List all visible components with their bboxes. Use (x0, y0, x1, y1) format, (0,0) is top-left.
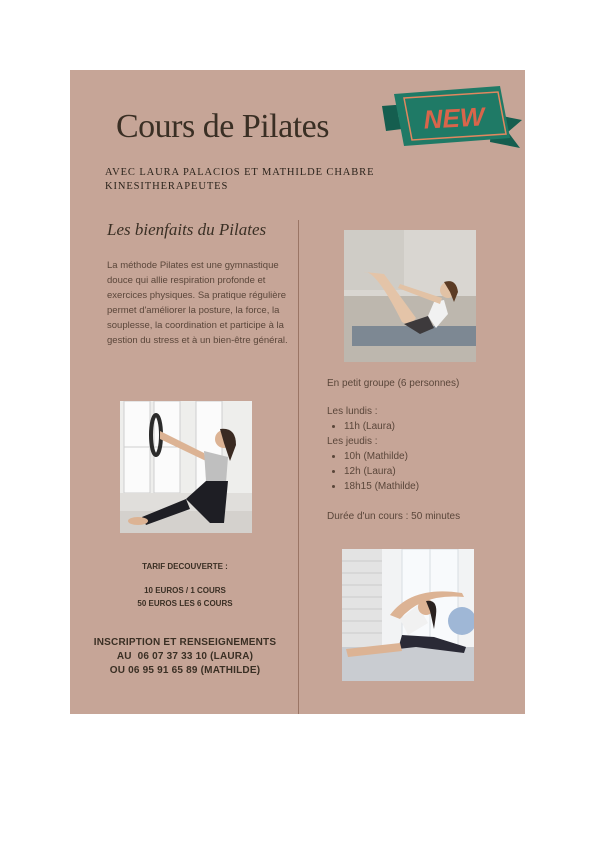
mondays-label: Les lundis : (327, 406, 378, 417)
phone-mathilde: OU 06 95 91 65 89 (MATHILDE) (109, 665, 261, 676)
subtitle-profession: KINESITHERAPEUTES (105, 181, 229, 192)
inscription-title: INSCRIPTION ET RENSEIGNEMENTS (93, 637, 277, 648)
photo-side-stretch (342, 549, 474, 681)
phone-laura: AU 06 07 37 33 10 (LAURA) (116, 651, 254, 662)
badge-text: NEW (422, 101, 486, 135)
flyer-title: Cours de Pilates (116, 108, 329, 145)
benefits-description: La méthode Pilates est une gymnastique douce qui allie respiration profonde et exercices physiques. Sa pratique régulière permet d'améliorer la posture, la force, la souplesse, la coordination et participe à la gestion du stress et à un bien-être général. (107, 260, 288, 346)
list-item: • 10h (Mathilde) (344, 449, 517, 464)
benefits-title: Les bienfaits du Pilates (107, 220, 267, 239)
column-divider (298, 220, 299, 714)
group-size: En petit groupe (6 personnes) (327, 378, 460, 389)
list-item: • 12h (Laura) (344, 464, 517, 479)
thursdays-label: Les jeudis : (327, 436, 378, 447)
subtitle-instructors: AVEC LAURA PALACIOS ET MATHILDE CHABRE (105, 167, 375, 178)
tarif-title: TARIF DECOUVERTE : (142, 562, 228, 571)
new-ribbon-badge (380, 76, 525, 156)
pilates-flyer (70, 70, 525, 714)
photo-boat-pose (344, 230, 476, 362)
list-item: • 11h (Laura) (344, 419, 517, 434)
tarif-pack: 50 EUROS LES 6 COURS (137, 599, 233, 608)
tarif-single: 10 EUROS / 1 COURS (144, 586, 226, 595)
list-item: • 18h15 (Mathilde) (344, 479, 517, 494)
tarif-section (90, 560, 280, 610)
inscription-contact (80, 636, 290, 678)
flyer-subtitle (105, 166, 435, 194)
course-duration: Durée d'un cours : 50 minutes (327, 511, 461, 522)
mondays-list (327, 419, 517, 434)
photo-pilates-ring (120, 401, 252, 533)
thursdays-list (327, 449, 517, 494)
schedule-info (327, 376, 517, 524)
